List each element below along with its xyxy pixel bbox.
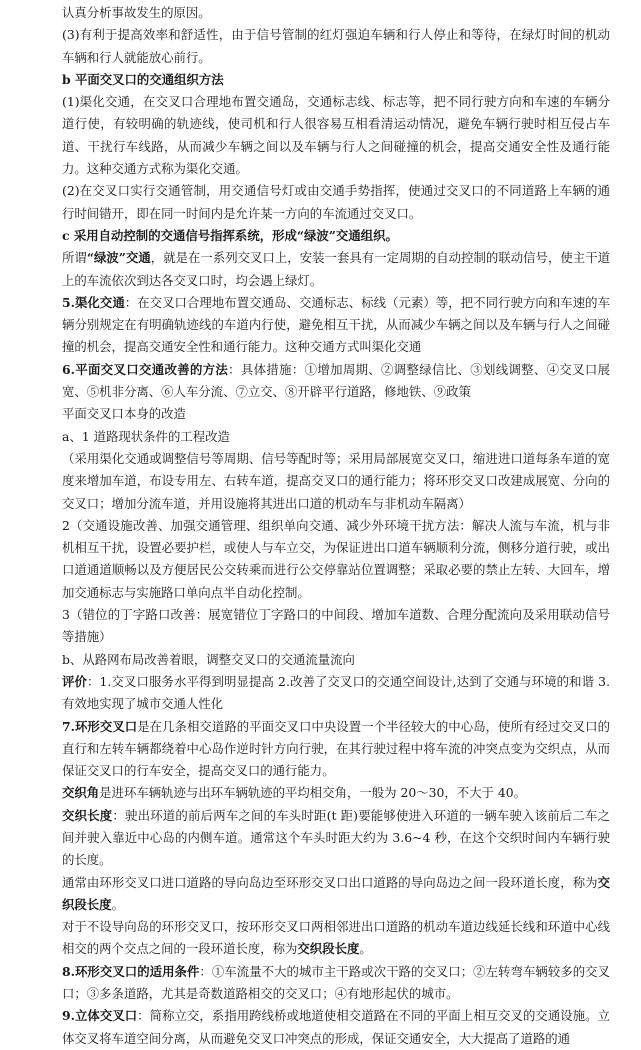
term-bold: 交织角 bbox=[62, 785, 100, 801]
text-line: b、从路网布局改善着眼，调整交叉口的交通流量流向 bbox=[62, 651, 355, 667]
paragraph-evaluation bbox=[62, 671, 610, 716]
term-bold: 6.平面交叉口交通改善的方法 bbox=[62, 361, 229, 377]
paragraph-a2 bbox=[62, 515, 610, 604]
text-line: ，就是在一系列交叉口上，安装一套具有一定周期的自动控制的联动信号，使主干道上的车流依次到达各交叉口时，均会遇上绿灯。 bbox=[62, 250, 611, 288]
paragraph-self-renovation bbox=[62, 403, 610, 425]
text-line: ：具体措施：①增加周期、②调整绿信比、③划线调整、④交叉口展宽、⑤机非分离、⑥人车分流、⑦立交、⑧开辟平行道路，修地铁、⑨政策 bbox=[62, 361, 611, 400]
text-line: ：①车流量不大的城市主干路或次干路的交叉口；②左转弯车辆较多的交叉口；③多条道路，尤其是奇数道路相交的交叉口；④有地形起伏的城市。 bbox=[62, 963, 610, 1002]
term-bold: 8.环形交叉口的适用条件 bbox=[62, 963, 200, 979]
paragraph-green-wave bbox=[62, 247, 610, 292]
paragraph-6-improvement bbox=[62, 359, 610, 404]
text-line: 是在几条相交道路的平面交叉口中央设置一个半径较大的中心岛，使所有经过交叉口的直行和左转车辆都绕着中心岛作逆时针方向行驶，在其行驶过程中将车流的冲突点变为交织点，从而保证交叉口的行车安全，提高交叉口的通行能力。 bbox=[62, 718, 611, 779]
text-line: 3（错位的丁字路口改善：展宽错位丁字路口的中间段、增加车道数、合理分配流向及采用联动信号等措施） bbox=[62, 607, 610, 645]
text-line: 。 bbox=[359, 941, 372, 957]
paragraph-weaving-angle bbox=[62, 782, 610, 804]
paragraph-cause bbox=[62, 2, 610, 24]
text-line: ：1.交叉口服务水平得到明显提高 2.改善了交叉口的交通空间设计,达到了交通与环境的和谐 3. 有效地实现了城市交通人性化 bbox=[62, 673, 611, 712]
text-line: 所谓 bbox=[62, 250, 87, 266]
paragraph-signal-control bbox=[62, 180, 610, 225]
text-line: 2（交通设施改善、加强交通管理、组织单向交通、减少外环境干扰方法：解决人流与车流，机与非机相互干扰，设置必要护栏，或使人与车立交，为保证进出口道车辆顺利分流，侧移分道行驶，或出口道通道顺畅以及方便居民公交转乘而进行公交停靠站位置调整；采取必要的禁止左转、大回车，增加交通标志与实施路口单向点半自动化控制。 bbox=[62, 517, 610, 600]
paragraph-efficiency bbox=[62, 24, 610, 69]
paragraph-channelization-1 bbox=[62, 91, 610, 180]
paragraph-weaving-section-2 bbox=[62, 916, 610, 961]
paragraph-weaving-section-1 bbox=[62, 872, 610, 917]
text-line: (2)在交叉口实行交通管制，用交通信号灯或由交通手势指挥，使通过交叉口的不同道路上车辆的通行时间错开，即在同一时间内是允许某一方向的车流通过交叉口。 bbox=[62, 183, 610, 221]
heading-text: b 平面交叉口的交通组织方法 bbox=[62, 71, 224, 87]
text-line: 对于不设导向岛的环形交叉口，按环形交叉口两相邻进出口道路的机动车道边线延长线和环道中心线相交的两个交点之间的一段环道长度，称为 bbox=[62, 919, 610, 957]
term-bold: 交织段长度 bbox=[297, 941, 360, 957]
heading-text: c 采用自动控制的交通信号指挥系统，形成“绿波”交通组织。 bbox=[62, 227, 398, 243]
heading-b-organization bbox=[62, 69, 610, 91]
document-page bbox=[62, 2, 610, 1050]
paragraph-a3 bbox=[62, 604, 610, 649]
paragraph-9-interchange bbox=[62, 1005, 610, 1050]
text-line: 。 bbox=[111, 896, 124, 912]
paragraph-weaving-length bbox=[62, 805, 610, 872]
term-bold: “绿波”交通 bbox=[86, 250, 151, 266]
text-line: 是进环车辆轨迹与出环车辆轨迹的平均相交角，一般为 20～30，不大于 40。 bbox=[99, 785, 527, 801]
text-line: 平面交叉口本身的改造 bbox=[62, 406, 186, 422]
term-bold: 7.环形交叉口 bbox=[62, 718, 138, 734]
text-line: ：在交叉口合理地布置交通岛、交通标志、标线（元素）等，把不同行驶方向和车速的车辆分别规定在有明确轨迹线的车道内行使，避免相互干扰，从而减少车辆之间以及车辆与行人之间碰撞的机会，提高交通安全性和通行能力。这种交通方式叫渠化交通 bbox=[62, 294, 611, 355]
heading-c-green-wave bbox=[62, 225, 610, 247]
text-line: ：简称立交，系指用跨线桥或地道使相交道路在不同的平面上相互交叉的交通设施。立体交叉将车道空间分离，从而避免交叉口冲突点的形成，保证交通安全，大大提高了道路的通 bbox=[62, 1008, 611, 1046]
text-line: (3)有利于提高效率和舒适性，由于信号管制的红灯强迫车辆和行人停止和等待，在绿灯时间的机动车辆和行人就能放心前行。 bbox=[62, 27, 610, 65]
text-line: ：驶出环道的前后两车之间的车头时距(t 距)要能够使进入环道的一辆车驶入该前后二车之间并驶入靠近中心岛的内侧车道。通常这个车头时距大约为 3.6~4 秒，在这个交织时间内车辆行驶的长度。 bbox=[62, 807, 610, 868]
term-bold: 交织长度 bbox=[62, 807, 113, 823]
text-line: 通常由环形交叉口进口道路的导向岛边至环形交叉口出口道路的导向岛边之间一段环道长度，称为 bbox=[62, 874, 598, 890]
paragraph-b-network bbox=[62, 649, 610, 671]
paragraph-a1 bbox=[62, 426, 610, 448]
term-bold: 9.立体交叉口 bbox=[62, 1008, 138, 1024]
paragraph-8-conditions bbox=[62, 961, 610, 1006]
text-line: a、1 道路现状条件的工程改造 bbox=[62, 428, 230, 444]
term-bold: 5.渠化交通 bbox=[62, 294, 125, 310]
text-line: 认真分析事故发生的原因。 bbox=[62, 5, 211, 20]
term-bold: 交织段长度 bbox=[62, 874, 610, 912]
paragraph-7-roundabout bbox=[62, 716, 610, 783]
text-line: (1)渠化交通，在交叉口合理地布置交通岛，交通标志线、标志等，把不同行驶方向和车速的车辆分道行使，有较明确的轨迹线，使司机和行人很容易互相看清运动情况，避免车辆行驶时相互侵占车道、干扰行车线路，从而减少车辆之间以及车辆与行人之间碰撞的机会，提高交通安全性及通行能力。这种交通方式称为渠化交通。 bbox=[62, 94, 610, 177]
text-line: （采用渠化交通或调整信号等周期、信号等配时等；采用局部展宽交叉口，缩进进口道每条车道的宽度来增加车道，布设专用左、右转车道，提高交叉口的通行能力；将环形交叉口改建成展宽、分向的交叉口；增加分流车道，并用设施将其进出口道的机动车与非机动车隔离） bbox=[62, 450, 610, 511]
term-bold: 评价 bbox=[62, 673, 88, 689]
paragraph-a1-detail bbox=[62, 448, 610, 515]
paragraph-5-channelization bbox=[62, 292, 610, 359]
